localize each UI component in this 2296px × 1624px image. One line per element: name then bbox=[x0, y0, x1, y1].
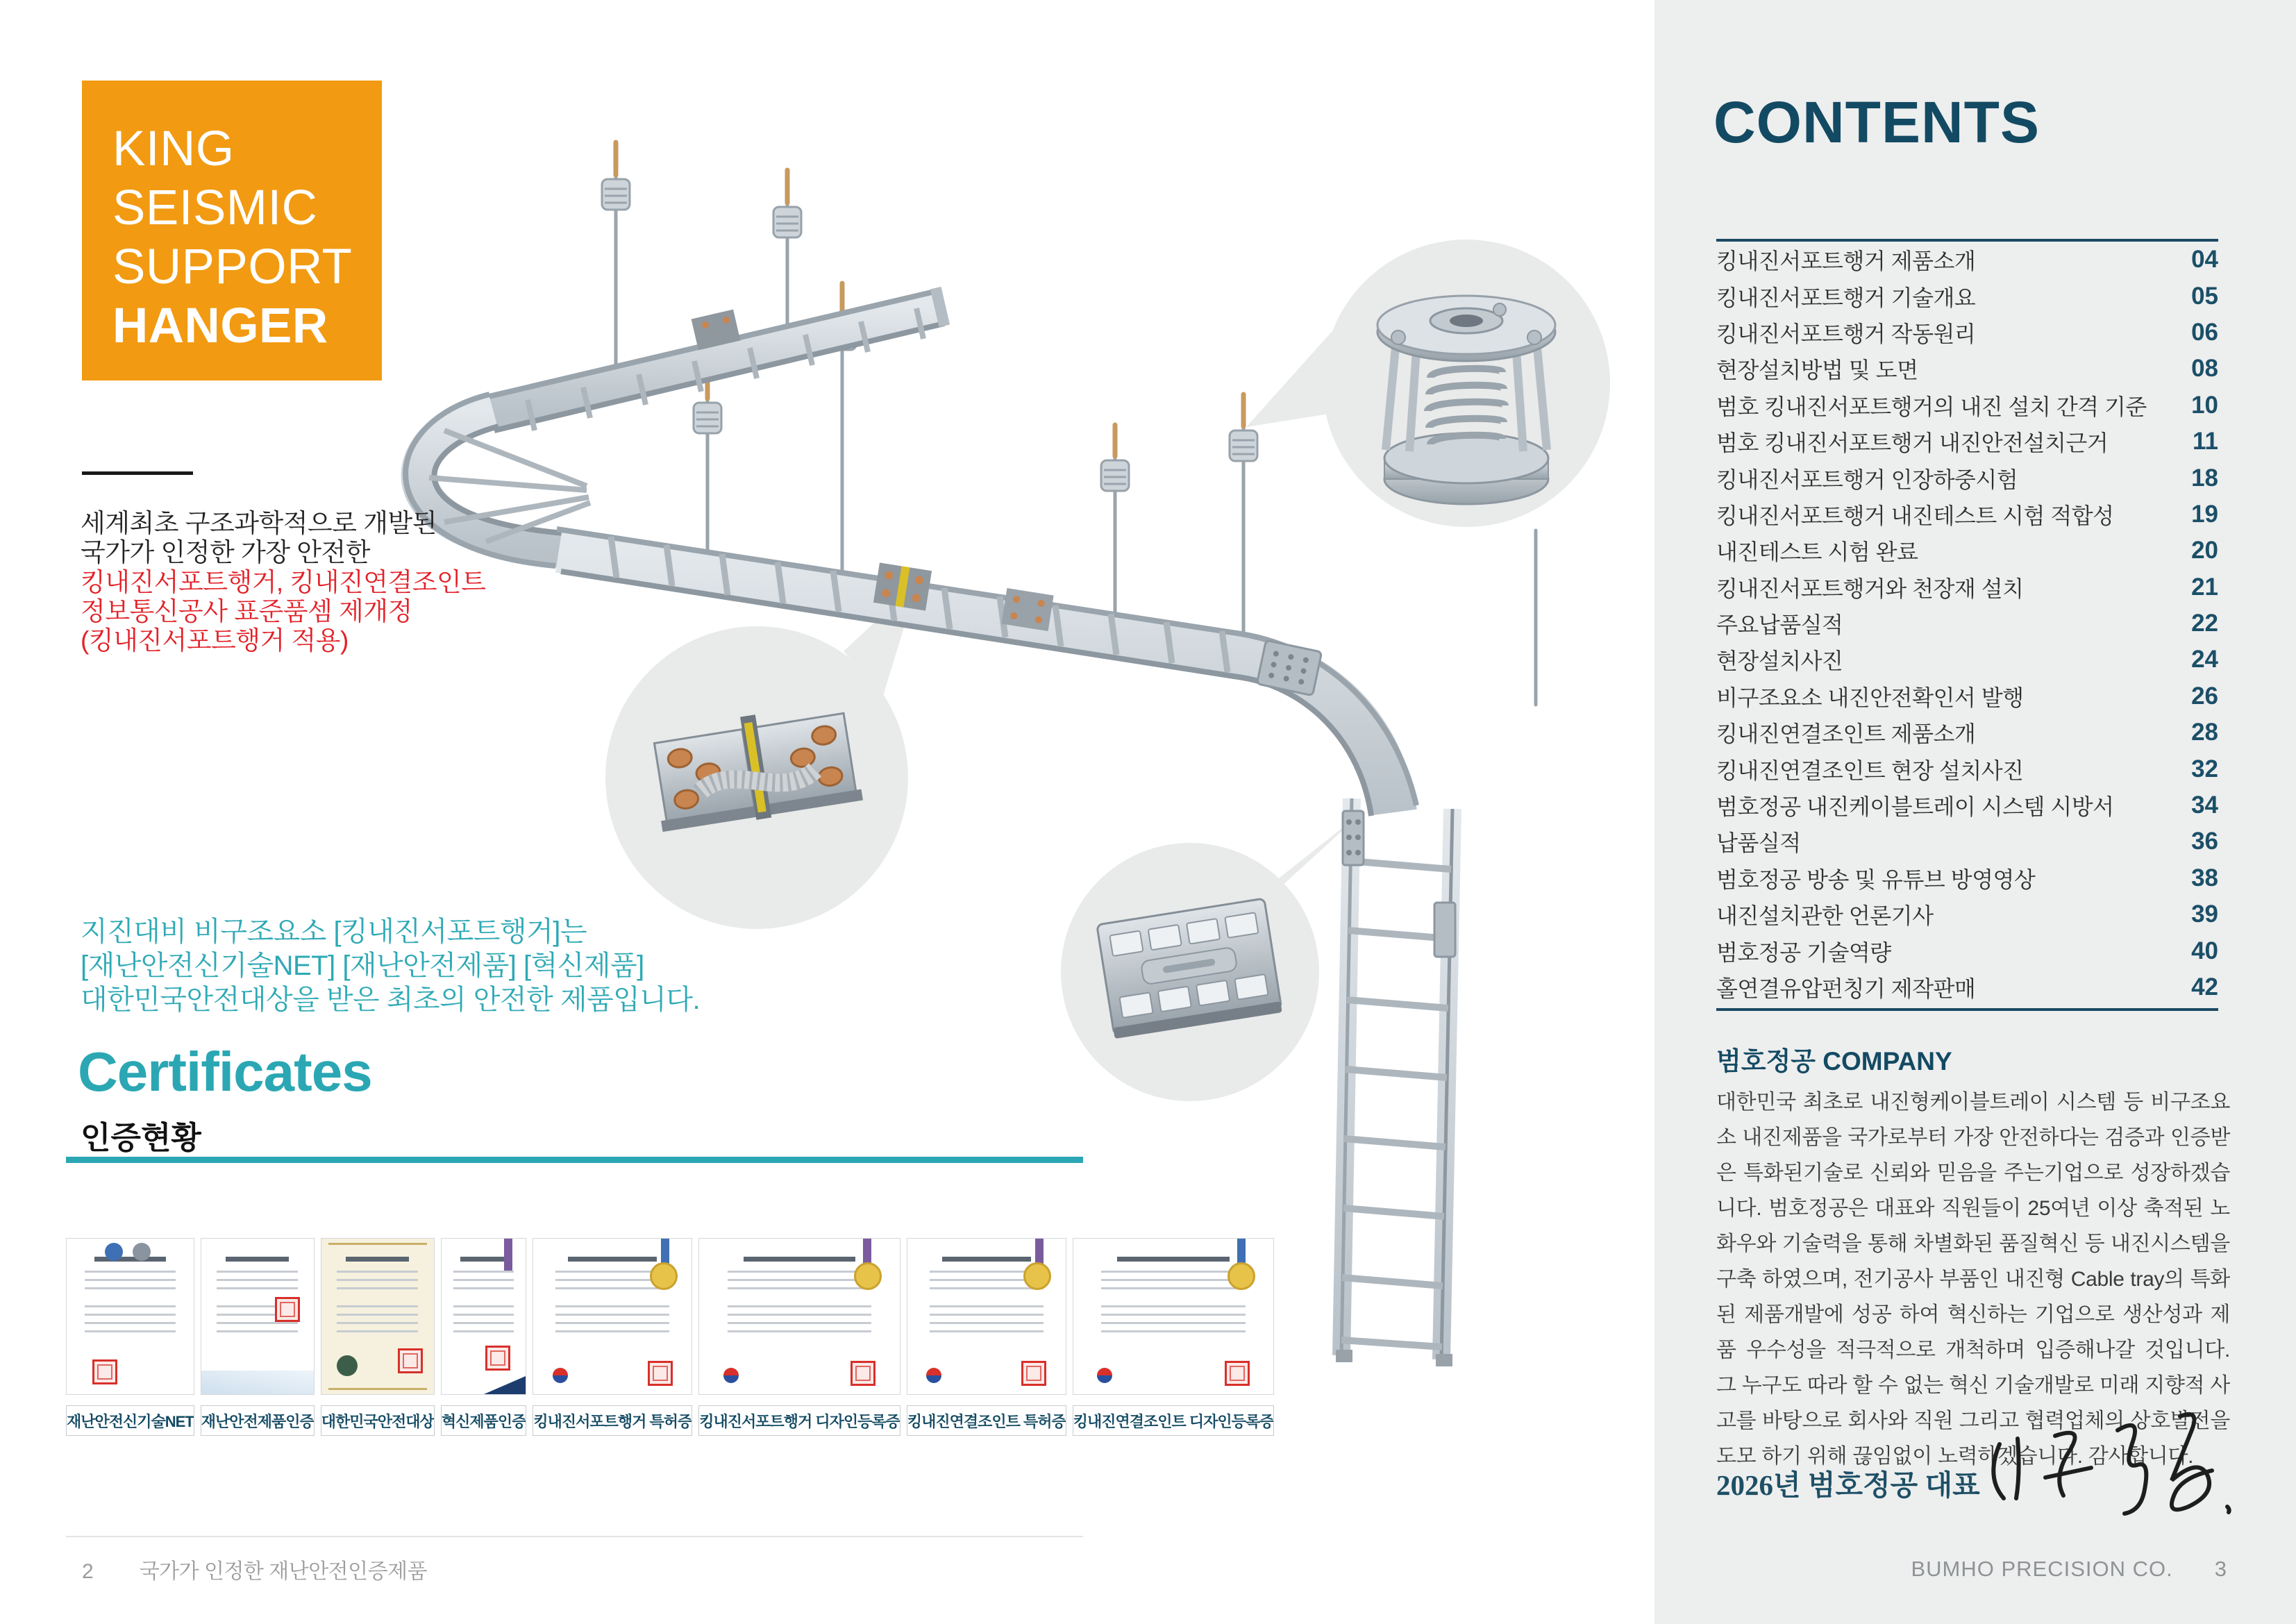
cert-line-icon bbox=[555, 1330, 669, 1332]
cert-taegeuk-icon bbox=[553, 1368, 568, 1383]
certificate-label: 재난안전신기술NET bbox=[66, 1405, 194, 1436]
cert-title-icon bbox=[568, 1257, 657, 1262]
cert-line-icon bbox=[85, 1271, 176, 1273]
certificate-thumbnail[interactable] bbox=[441, 1238, 527, 1395]
toc-label: 킹내진서포트행거 제품소개 bbox=[1716, 249, 1976, 274]
toc-row[interactable] bbox=[1716, 896, 2218, 932]
certificate-item[interactable] bbox=[201, 1238, 315, 1436]
cert-line-icon bbox=[453, 1279, 514, 1281]
cert-line-icon bbox=[1101, 1287, 1246, 1289]
cert-line-icon bbox=[728, 1314, 872, 1316]
cert-line-icon bbox=[930, 1322, 1044, 1324]
toc-page-number: 39 bbox=[2191, 901, 2218, 928]
cert-title-icon bbox=[744, 1257, 856, 1262]
toc-label: 범호 킹내진서포트행거 내진안전설치근거 bbox=[1716, 430, 2109, 456]
toc-row[interactable] bbox=[1716, 969, 2218, 1005]
certificate-thumbnail[interactable] bbox=[66, 1238, 194, 1395]
statement-line: 대한민국안전대상을 받은 최초의 안전한 제품입니다. bbox=[81, 985, 701, 1015]
toc-row[interactable] bbox=[1716, 569, 2218, 605]
cert-line-icon bbox=[217, 1330, 298, 1332]
toc-label: 홀연결유압펀칭기 제작판매 bbox=[1716, 976, 1976, 1001]
cert-line-icon bbox=[728, 1322, 872, 1324]
toc-page-number: 06 bbox=[2191, 318, 2218, 346]
cert-line-icon bbox=[728, 1305, 872, 1307]
certificate-thumbnail[interactable] bbox=[533, 1238, 692, 1395]
cert-line-icon bbox=[1101, 1305, 1246, 1307]
cert-title-icon bbox=[346, 1257, 409, 1262]
certificate-thumbnail[interactable] bbox=[321, 1238, 435, 1395]
toc-label: 킹내진서포트행거 작동원리 bbox=[1716, 321, 1976, 346]
cert-line-icon bbox=[728, 1271, 872, 1273]
toc-row[interactable] bbox=[1716, 714, 2218, 751]
cert-title-icon bbox=[460, 1257, 508, 1262]
cert-line-icon bbox=[453, 1314, 514, 1316]
table-of-contents bbox=[1716, 242, 2218, 1005]
cert-line-icon bbox=[555, 1287, 669, 1289]
cert-line-icon bbox=[85, 1287, 176, 1289]
toc-row[interactable] bbox=[1716, 678, 2218, 714]
cert-line-icon bbox=[453, 1287, 514, 1289]
toc-label: 킹내진서포트행거 인장하중시험 bbox=[1716, 467, 2018, 492]
teal-rule bbox=[66, 1157, 1083, 1163]
intro-red-line: (킹내진서포트행거 적용) bbox=[81, 626, 349, 655]
cert-line-icon bbox=[555, 1322, 669, 1324]
toc-label: 비구조요소 내진안전확인서 발행 bbox=[1716, 685, 2024, 710]
brand-line-bold: HANGER bbox=[112, 299, 328, 353]
toc-row[interactable] bbox=[1716, 460, 2218, 496]
cert-line-icon bbox=[337, 1314, 418, 1316]
intro-line: 세계최초 구조과학적으로 개발된 bbox=[81, 509, 437, 537]
cert-line-icon bbox=[453, 1330, 514, 1332]
toc-row[interactable] bbox=[1716, 424, 2218, 460]
intro-text-black bbox=[81, 509, 437, 567]
cert-medal-icon bbox=[1227, 1262, 1255, 1290]
brand-line: KING bbox=[112, 122, 235, 176]
cert-medal-icon bbox=[854, 1262, 882, 1290]
toc-row[interactable] bbox=[1716, 533, 2218, 569]
cert-line-icon bbox=[85, 1279, 176, 1281]
vertical-tray-ladder bbox=[1336, 798, 1455, 1366]
cert-taegeuk-icon bbox=[1097, 1368, 1112, 1383]
toc-page-number: 05 bbox=[2191, 282, 2218, 310]
callout-connection-joint bbox=[605, 582, 918, 929]
certificate-thumbnail[interactable] bbox=[907, 1238, 1066, 1395]
decorative-dash bbox=[82, 471, 193, 475]
toc-page-number: 04 bbox=[2191, 246, 2218, 274]
cert-line-icon bbox=[337, 1271, 418, 1273]
cert-seal-icon bbox=[1225, 1361, 1250, 1386]
toc-page-number: 11 bbox=[2193, 428, 2218, 455]
toc-label: 킹내진서포트행거와 천장재 설치 bbox=[1716, 576, 2024, 601]
certificate-item[interactable] bbox=[1073, 1238, 1275, 1436]
cert-ribbon-icon bbox=[504, 1239, 512, 1271]
brand-line: SUPPORT bbox=[112, 240, 353, 294]
certificate-label: 혁신제품인증 bbox=[441, 1405, 527, 1436]
cert-taegeuk-icon bbox=[723, 1368, 739, 1383]
cert-wave-icon bbox=[201, 1371, 314, 1394]
toc-page-number: 28 bbox=[2191, 719, 2218, 746]
cert-line-icon bbox=[1101, 1314, 1246, 1316]
cert-seal-icon bbox=[92, 1359, 117, 1384]
cert-line-icon bbox=[555, 1305, 669, 1307]
footer-company-name: BUMHO PRECISION CO. bbox=[1911, 1557, 2173, 1581]
ceo-sign-line: 2026년 범호정공 대표 bbox=[1716, 1469, 1980, 1501]
toc-row[interactable] bbox=[1716, 242, 2218, 278]
cert-line-icon bbox=[85, 1314, 176, 1316]
cert-line-icon bbox=[930, 1330, 1044, 1332]
cert-seal-icon bbox=[648, 1361, 673, 1386]
cert-line-icon bbox=[337, 1279, 418, 1281]
cert-seal-icon bbox=[275, 1297, 300, 1322]
company-description: 대한민국 최초로 내진형케이블트레이 시스템 등 비구조요소 내진제품을 국가로부터 가장 안전하다는 검증과 인증받은 특화된기술로 신뢰와 믿음을 주는기업으로 성장하겠습니다. 범호정공은 대표와 직원들이 25여년 이상 축적된 노화우와 기술력을 통해 차별화된 품질혁신 등 내진시스템을 구축 하였으며, 전기공사 부품인 내진형 Cable tray의 특화된 제품개발에 성공 하여 혁신하는 기업으로 생산성과 제품 우수성을 적극적으로 개척하며 입증해나갈 것입니다. 그 누구도 따라 할 수 없는 혁신 기술개발로 미래 지향적 사고를 바탕으로 회사와 직원 그리고 협력업체의 상호발전을 도모 하기 위해 끊임없이 노력하겠습니다. 감사합니다. bbox=[1716, 1091, 2230, 1468]
certificate-label: 대한민국안전대상 bbox=[321, 1405, 435, 1436]
toc-label: 현장설치사진 bbox=[1716, 648, 1843, 674]
callout-spring-hanger bbox=[1246, 240, 1610, 527]
toc-label: 킹내진연결조인트 제품소개 bbox=[1716, 721, 1976, 747]
certificates-row bbox=[66, 1238, 1274, 1436]
cert-title-icon bbox=[942, 1257, 1031, 1262]
certificate-label: 킹내진서포트행거 디자인등록증 bbox=[698, 1405, 900, 1436]
cert-line-icon bbox=[930, 1287, 1044, 1289]
left-page-footer bbox=[82, 1554, 427, 1584]
toc-label: 납품실적 bbox=[1716, 830, 1801, 856]
toc-row[interactable] bbox=[1716, 387, 2218, 424]
toc-label: 범호 킹내진서포트행거의 내진 설치 간격 기준 bbox=[1716, 394, 2147, 419]
cert-line-icon bbox=[85, 1305, 176, 1307]
certificate-label: 킹내진서포트행거 특허증 bbox=[533, 1405, 692, 1436]
toc-row[interactable] bbox=[1716, 860, 2218, 896]
toc-page-number: 10 bbox=[2191, 391, 2218, 419]
cert-seal-icon bbox=[485, 1346, 510, 1371]
intro-red-line: 정보통신공사 표준품셈 제개정 bbox=[81, 597, 412, 626]
brand-title-box bbox=[82, 81, 382, 380]
cert-title-icon bbox=[226, 1257, 289, 1262]
toc-row[interactable] bbox=[1716, 823, 2218, 860]
toc-label: 현장설치방법 및 도면 bbox=[1716, 358, 1918, 383]
cert-line-icon bbox=[1101, 1279, 1246, 1281]
cert-emblem-icon bbox=[337, 1355, 358, 1376]
toc-page-number: 20 bbox=[2191, 537, 2218, 564]
cert-line-icon bbox=[453, 1322, 514, 1324]
cert-line-icon bbox=[217, 1279, 298, 1281]
cert-line-icon bbox=[1101, 1322, 1246, 1324]
brand-line: SEISMIC bbox=[112, 181, 318, 235]
callout-connection-plate bbox=[1061, 809, 1366, 1101]
cert-line-icon bbox=[337, 1305, 418, 1307]
toc-page-number: 32 bbox=[2191, 755, 2218, 782]
toc-label: 내진설치관한 언론기사 bbox=[1716, 903, 1934, 929]
cert-line-icon bbox=[930, 1305, 1044, 1307]
cert-line-icon bbox=[337, 1322, 418, 1324]
toc-row[interactable] bbox=[1716, 605, 2218, 642]
cert-title-icon bbox=[1117, 1257, 1230, 1262]
cert-line-icon bbox=[337, 1330, 418, 1332]
cert-line-icon bbox=[337, 1287, 418, 1289]
cert-line-icon bbox=[930, 1314, 1044, 1316]
page-number-right: 3 bbox=[2214, 1557, 2227, 1581]
toc-page-number: 22 bbox=[2191, 610, 2218, 637]
cert-line-icon bbox=[1101, 1330, 1246, 1332]
statement-text bbox=[81, 915, 700, 1017]
toc-page-number: 21 bbox=[2191, 573, 2218, 601]
cert-line-icon bbox=[217, 1322, 298, 1324]
cert-medal-icon bbox=[650, 1262, 678, 1290]
toc-bottom-divider bbox=[1716, 1008, 2218, 1011]
toc-row[interactable] bbox=[1716, 751, 2218, 787]
cert-title-icon bbox=[94, 1257, 165, 1262]
certificate-label: 킹내진연결조인트 특허증 bbox=[907, 1405, 1066, 1436]
toc-page-number: 34 bbox=[2191, 792, 2218, 819]
cert-line-icon bbox=[453, 1305, 514, 1307]
toc-label: 킹내진서포트행거 내진테스트 시험 적합성 bbox=[1716, 503, 2114, 528]
footer-text-left: 국가가 인정한 재난안전인증제품 bbox=[139, 1560, 428, 1583]
ceo-signature bbox=[1972, 1396, 2249, 1555]
toc-row[interactable] bbox=[1716, 315, 2218, 351]
toc-row[interactable] bbox=[1716, 278, 2218, 314]
toc-page-number: 19 bbox=[2191, 500, 2218, 528]
certificate-item[interactable] bbox=[907, 1238, 1066, 1436]
toc-page-number: 18 bbox=[2191, 464, 2218, 492]
toc-row[interactable] bbox=[1716, 787, 2218, 823]
company-section-heading: 범호정공 COMPANY bbox=[1716, 1047, 1952, 1075]
cert-line-icon bbox=[728, 1279, 872, 1281]
intro-line: 국가가 인정한 가장 안전한 bbox=[81, 538, 371, 567]
toc-page-number: 38 bbox=[2191, 864, 2218, 891]
cert-line-icon bbox=[328, 1388, 428, 1390]
cert-line-icon bbox=[1101, 1271, 1246, 1273]
certificate-thumbnail[interactable] bbox=[201, 1238, 315, 1395]
toc-label: 범호정공 내진케이블트레이 시스템 시방서 bbox=[1716, 794, 2114, 820]
toc-label: 킹내진연결조인트 현장 설치사진 bbox=[1716, 757, 2024, 783]
cert-seal-icon bbox=[1021, 1361, 1046, 1386]
intro-text-red bbox=[81, 568, 485, 655]
cert-emblem-icon bbox=[105, 1243, 123, 1261]
statement-line: 지진대비 비구조요소 [킹내진서포트행거]는 bbox=[81, 916, 587, 947]
contents-title: CONTENTS bbox=[1713, 90, 2040, 155]
cert-line-icon bbox=[85, 1322, 176, 1324]
cert-line-icon bbox=[217, 1271, 298, 1273]
certificate-label: 재난안전제품인증 bbox=[201, 1405, 315, 1436]
cert-emblem-icon bbox=[133, 1243, 151, 1261]
intro-red-line: 킹내진서포트행거, 킹내진연결조인트 bbox=[81, 568, 486, 596]
toc-row[interactable] bbox=[1716, 496, 2218, 533]
cert-seal-icon bbox=[398, 1348, 423, 1373]
toc-label: 범호정공 방송 및 유튜브 방영영상 bbox=[1716, 867, 2036, 892]
cert-medal-icon bbox=[1023, 1262, 1051, 1290]
certificate-item[interactable] bbox=[698, 1238, 900, 1436]
cert-seal-icon bbox=[850, 1361, 875, 1386]
toc-page-number: 24 bbox=[2191, 646, 2218, 673]
toc-page-number: 40 bbox=[2191, 937, 2218, 964]
certificate-item[interactable] bbox=[66, 1238, 194, 1436]
statement-line: [재난안전신기술NET] [재난안전제품] [혁신제품] bbox=[81, 951, 644, 981]
certificate-item[interactable] bbox=[321, 1238, 435, 1436]
certificate-label: 킹내진연결조인트 디자인등록증 bbox=[1073, 1405, 1275, 1436]
certificate-thumbnail[interactable] bbox=[698, 1238, 900, 1395]
toc-page-number: 36 bbox=[2191, 828, 2218, 855]
certificate-item[interactable] bbox=[533, 1238, 692, 1436]
footer-hairline bbox=[66, 1536, 1083, 1537]
cert-taegeuk-icon bbox=[926, 1368, 941, 1383]
right-page-footer bbox=[1911, 1557, 2227, 1582]
cert-tri-icon bbox=[484, 1376, 526, 1394]
cert-line-icon bbox=[453, 1271, 514, 1273]
cert-line-icon bbox=[728, 1287, 872, 1289]
toc-page-number: 08 bbox=[2191, 355, 2218, 383]
cert-line-icon bbox=[555, 1314, 669, 1316]
cert-line-icon bbox=[328, 1243, 428, 1245]
cert-line-icon bbox=[85, 1330, 176, 1332]
toc-label: 범호정공 기술역량 bbox=[1716, 939, 1891, 965]
toc-label: 킹내진서포트행거 기술개요 bbox=[1716, 285, 1976, 310]
cert-line-icon bbox=[217, 1287, 298, 1289]
toc-row[interactable] bbox=[1716, 351, 2218, 387]
certificate-item[interactable] bbox=[441, 1238, 527, 1436]
certificates-subtitle: 인증현황 bbox=[81, 1120, 201, 1155]
toc-page-number: 42 bbox=[2191, 973, 2218, 1001]
page-number-left: 2 bbox=[82, 1560, 94, 1583]
toc-page-number: 26 bbox=[2191, 682, 2218, 710]
toc-row[interactable] bbox=[1716, 932, 2218, 969]
cert-line-icon bbox=[728, 1330, 872, 1332]
certificate-thumbnail[interactable] bbox=[1073, 1238, 1275, 1395]
toc-label: 주요납품실적 bbox=[1716, 612, 1843, 638]
toc-label: 내진테스트 시험 완료 bbox=[1716, 539, 1918, 565]
certificates-title: Certificates bbox=[78, 1041, 372, 1103]
toc-row[interactable] bbox=[1716, 642, 2218, 678]
